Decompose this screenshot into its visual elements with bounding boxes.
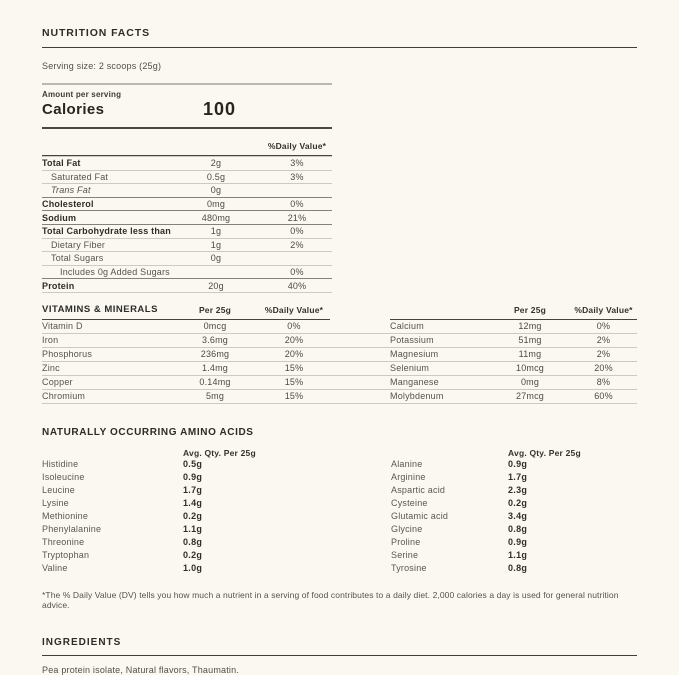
mineral-amount: 10mcg <box>515 363 544 374</box>
mineral-name: Zinc <box>42 363 60 374</box>
amino-value: 1.7g <box>508 472 528 483</box>
mineral-amount: 27mcg <box>515 391 544 402</box>
amino-name: Serine <box>391 549 419 560</box>
mineral-name: Chromium <box>42 391 86 402</box>
mineral-dv: 15% <box>284 363 304 374</box>
nutrient-name: Total Fat <box>42 158 81 169</box>
serving-size-block <box>42 48 332 85</box>
mineral-dv: 60% <box>594 391 613 402</box>
nutrient-dv: 21% <box>287 212 307 223</box>
mineral-name: Potassium <box>390 335 434 346</box>
amino-value: 0.8g <box>508 523 528 534</box>
ingredients-title-wrap <box>42 632 637 656</box>
mineral-amount: 3.6mg <box>201 335 228 346</box>
amino-name: Phenylalanine <box>42 523 102 534</box>
amino-value: 1.0g <box>183 562 203 573</box>
table-row-added-sugars <box>42 265 332 279</box>
amino-acids-title: NATURALLY OCCURRING AMINO ACIDS <box>42 426 254 438</box>
nutrient-dv: 3% <box>290 158 304 169</box>
amino-name: Histidine <box>42 459 79 470</box>
nutrient-dv: 0% <box>290 199 304 210</box>
nutrient-amount: 0mg <box>206 199 226 210</box>
mineral-name: Vitamin D <box>42 321 83 332</box>
amino-value: 1.4g <box>183 498 203 509</box>
nutrient-amount: 0g <box>210 185 222 196</box>
mineral-amount: 12mg <box>518 321 542 332</box>
nutrient-name: Total Sugars <box>51 253 104 264</box>
mineral-name: Magnesium <box>390 349 439 360</box>
amino-name: Proline <box>391 536 421 547</box>
amino-row <box>42 458 637 471</box>
amino-value: 0.9g <box>183 472 203 483</box>
mineral-dv: 20% <box>284 335 304 346</box>
ingredients-section <box>42 632 637 675</box>
nutrient-name: Cholesterol <box>42 199 94 210</box>
amino-name: Methionine <box>42 510 89 521</box>
mineral-dv: 0% <box>287 321 301 332</box>
table-row-dietary-fiber <box>42 238 332 252</box>
amino-row <box>42 522 637 535</box>
amino-value: 1.1g <box>183 523 203 534</box>
amino-row <box>42 561 637 574</box>
vitamins-row <box>42 334 637 348</box>
vitamins-row <box>42 320 637 334</box>
amino-name: Arginine <box>391 472 426 483</box>
nutrient-amount: 0g <box>210 253 222 264</box>
mineral-amount: 0.14mg <box>199 377 231 388</box>
vitamins-row <box>42 362 637 376</box>
mineral-name: Calcium <box>390 321 424 332</box>
nutrient-amount: 1g <box>210 226 222 237</box>
page-title: NUTRITION FACTS <box>42 27 150 39</box>
avg-qty-header-right: Avg. Qty. Per 25g <box>508 447 581 458</box>
table-row-saturated-fat <box>42 170 332 184</box>
amino-name: Alanine <box>391 459 423 470</box>
ingredients-title: INGREDIENTS <box>42 636 122 648</box>
calories-block <box>42 85 332 129</box>
amino-value: 2.3g <box>508 485 528 496</box>
ingredients-body: Pea protein isolate, Natural flavors, Thaumatin. <box>42 664 240 675</box>
table-row-total-carbohydrate <box>42 224 332 238</box>
mineral-name: Iron <box>42 335 59 346</box>
mineral-dv: 2% <box>596 349 611 360</box>
nutrient-amount: 1g <box>210 239 222 250</box>
nutrient-amount: 2g <box>210 158 222 169</box>
table-row-protein <box>42 278 332 292</box>
mineral-name: Phosphorus <box>42 349 93 360</box>
amino-acids-section <box>42 427 637 574</box>
mineral-dv: 15% <box>284 377 304 388</box>
amino-value: 0.9g <box>508 536 528 547</box>
mineral-name: Copper <box>42 377 73 388</box>
vitamins-row <box>42 348 637 362</box>
mineral-dv: 20% <box>594 363 613 374</box>
nutrient-name: Dietary Fiber <box>51 239 106 250</box>
mineral-dv: 20% <box>284 349 304 360</box>
nutrient-amount: 20g <box>208 280 224 291</box>
nutrient-name: Total Carbohydrate less than <box>42 226 171 237</box>
amino-value: 0.8g <box>508 562 528 573</box>
daily-value-header-right: %Daily Value* <box>570 305 637 320</box>
mineral-dv: 8% <box>596 377 611 388</box>
daily-value-header-left: %Daily Value* <box>258 305 330 320</box>
amino-value: 0.2g <box>508 498 528 509</box>
amino-name: Glutamic acid <box>391 510 449 521</box>
amino-name: Threonine <box>42 536 85 547</box>
right-table-spacer <box>390 315 490 320</box>
mineral-amount: 11mg <box>518 349 542 360</box>
vitamins-row <box>42 390 637 404</box>
amino-name: Isoleucine <box>42 472 85 483</box>
calories-value: 100 <box>203 99 237 119</box>
table-row-total-fat <box>42 156 332 170</box>
vitamins-row <box>42 376 637 390</box>
serving-size-text: Serving size: 2 scoops (25g) <box>42 61 162 71</box>
table-row-trans-fat <box>42 183 332 197</box>
amino-value: 0.5g <box>183 459 203 470</box>
per-25g-header-right: Per 25g <box>490 305 570 320</box>
amino-name: Tryptophan <box>42 549 90 560</box>
amino-value: 0.2g <box>183 510 203 521</box>
table-row-total-sugars <box>42 251 332 265</box>
amino-row <box>42 497 637 510</box>
vitamins-header-row <box>42 304 637 320</box>
amino-name: Glycine <box>391 523 423 534</box>
nutrient-dv: 3% <box>290 171 304 182</box>
mineral-dv: 0% <box>596 321 611 332</box>
nutrient-dv: 40% <box>287 280 307 291</box>
nutrient-amount: 0.5g <box>206 171 226 182</box>
nutrient-amount: 480mg <box>201 212 231 223</box>
mineral-amount: 0mcg <box>203 321 227 332</box>
amino-name: Tyrosine <box>391 562 427 573</box>
mineral-name: Manganese <box>390 377 439 388</box>
amino-value: 3.4g <box>508 510 528 521</box>
mineral-amount: 5mg <box>205 391 225 402</box>
nutrient-dv: 0% <box>290 267 304 278</box>
mineral-dv: 15% <box>284 391 304 402</box>
mineral-name: Molybdenum <box>390 391 444 402</box>
amino-row <box>42 510 637 523</box>
amino-value: 1.1g <box>508 549 528 560</box>
nutrition-table-header <box>42 138 332 156</box>
nutrition-facts-header <box>42 23 637 48</box>
mineral-amount: 51mg <box>518 335 542 346</box>
per-25g-header-left: Per 25g <box>172 305 258 320</box>
nutrient-name: Sodium <box>42 212 77 223</box>
nutrition-table <box>42 138 332 293</box>
amino-header-row <box>42 448 637 458</box>
amino-name: Aspartic acid <box>391 485 446 496</box>
mineral-amount: 0mg <box>520 377 540 388</box>
mineral-amount: 236mg <box>200 349 230 360</box>
nutrient-name: Protein <box>42 280 75 291</box>
amino-name: Cysteine <box>391 498 428 509</box>
daily-value-footnote: *The % Daily Value (DV) tells you how much a nutrient in a serving of food contributes to a daily diet. 2,000 calories a day is used for general nutrition advice. <box>42 589 619 610</box>
calories-row <box>42 101 332 121</box>
amino-value: 0.9g <box>508 459 528 470</box>
avg-qty-header-left: Avg. Qty. Per 25g <box>183 447 256 458</box>
nutrient-name: Trans Fat <box>51 185 91 196</box>
mineral-name: Selenium <box>390 363 430 374</box>
amino-row <box>42 471 637 484</box>
daily-value-header: %Daily Value* <box>267 141 327 151</box>
amino-value: 0.2g <box>183 549 203 560</box>
amino-name: Leucine <box>42 485 75 496</box>
nutrient-dv: 2% <box>290 239 304 250</box>
table-row-cholesterol <box>42 197 332 211</box>
amount-per-serving-label: Amount per serving <box>42 90 122 99</box>
amino-row <box>42 484 637 497</box>
nutrient-dv: 0% <box>290 226 304 237</box>
vitamins-title: VITAMINS & MINERALS <box>42 304 172 320</box>
amino-value: 0.8g <box>183 536 203 547</box>
amino-row <box>42 548 637 561</box>
vitamins-minerals-section <box>42 304 637 404</box>
amino-value: 1.7g <box>183 485 203 496</box>
nutrient-name: Includes 0g Added Sugars <box>60 267 170 278</box>
calories-label: Calories <box>42 101 105 118</box>
mineral-amount: 1.4mg <box>201 363 228 374</box>
amino-row <box>42 535 637 548</box>
amino-name: Valine <box>42 562 68 573</box>
mineral-dv: 2% <box>596 335 611 346</box>
amino-name: Lysine <box>42 498 69 509</box>
table-row-sodium <box>42 210 332 224</box>
nutrient-name: Saturated Fat <box>51 171 109 182</box>
